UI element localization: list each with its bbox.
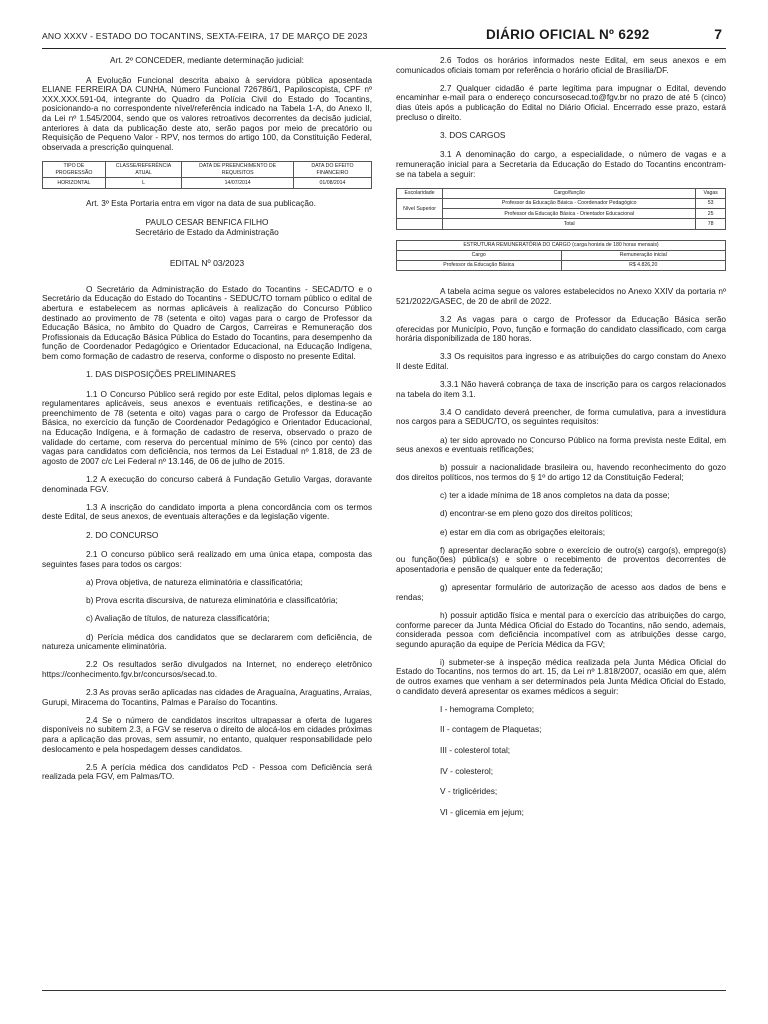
edital-intro: O Secretário da Administração do Estado do Tocantins - SECAD/TO e o Secretário da Educação do Estado do Tocantins - SEDUC/TO tornam público o edital de abertura e estabelecem as normas aplicáveis à realização do Concurso Público destinado ao provimento de 78 (setenta e oito) vagas para o cargo de Professor da Educação Básica, no âmbito do Quadro de Cargos, Carreiras e Remuneração dos Profissionais da Educação Básica Pública do Estado do Tocantins, para desempenho da função de Coordenador Pedagógico e Orientador Educacional, na Educação Indígena, bem como formação de cadastro de reserva, conforme o disposto no presente Edital. (42, 283, 372, 361)
item-2-1-d: d) Perícia médica dos candidatos que se declararem com deficiência, de natureza unicamente eliminatória. (42, 631, 372, 652)
left-column (42, 56, 372, 791)
item-3-4-d: d) encontrar-se em pleno gozo dos direitos políticos; (440, 508, 633, 519)
table-note: A tabela acima segue os valores estabelecidos no Anexo XXIV da portaria nº 521/2022/GASEC, de 20 de abril de 2022. (396, 286, 726, 306)
item-2-1-a: a) Prova objetiva, de natureza eliminatória e classificatória; (86, 576, 303, 587)
table-header-cell: Escolaridade (397, 188, 443, 198)
header-dateline: ANO XXXV - ESTADO DO TOCANTINS, SEXTA-FEIRA, 17 DE MARÇO DE 2023 (42, 31, 368, 41)
item-2-1-c: c) Avaliação de títulos, de natureza classificatória; (86, 613, 270, 624)
item-3-4-f: f) apresentar declaração sobre o exercício de outro(s) cargo(s), emprego(s) ou função(ões) pública(s) e sobre o recebimento de proventos decorrentes de aposentadoria e pensão de qualquer ente da federação; (396, 544, 726, 574)
table-header-cell: CLASSE/REFERÊNCIA ATUAL (105, 161, 182, 177)
table-cell: Professor da Educação Básica - Orientador Educacional (443, 209, 696, 219)
right-column (396, 56, 726, 828)
exam-item: IV - colesterol; (440, 765, 494, 776)
signer-name: PAULO CESAR BENFICA FILHO (145, 216, 269, 227)
item-3-4-g: g) apresentar formulário de autorização de acesso aos dados de bens e rendas; (396, 582, 726, 602)
section-2-heading: 2. DO CONCURSO (86, 529, 159, 540)
table-header-cell: Vagas (696, 188, 726, 198)
exam-item: II - contagem de Plaquetas; (440, 724, 542, 735)
item-1-3: 1.3 A inscrição do candidato importa a plena concordância com os termos deste Edital, de seus anexos, de eventuais alterações e da legislação vigente. (42, 501, 372, 522)
table-cell: 01/08/2014 (293, 178, 371, 189)
item-2-6: 2.6 Todos os horários informados neste Edital, em seus anexos e em comunicados oficiais tomam por referência o horário oficial de Brasília/DF. (396, 55, 726, 75)
exam-item: V - triglicérides; (440, 786, 498, 797)
signer-role: Secretário de Estado da Administração (135, 226, 279, 237)
item-3-2: 3.2 As vagas para o cargo de Professor da Educação Básica serão oferecidas por Município, Povo, função e formação do candidato classificado, com carga horária disponibilizada de 180 horas. (396, 313, 726, 344)
table-total-value: 78 (696, 219, 726, 229)
item-3-3: 3.3 Os requisitos para ingresso e as atribuições do cargo constam do Anexo II deste Edital. (396, 351, 726, 371)
table-header-cell: DATA DE PREENCHIMENTO DE REQUISITOS (182, 161, 294, 177)
table-total-label: Total (443, 219, 696, 229)
section-1-heading: 1. DAS DISPOSIÇÕES PRELIMINARES (86, 369, 236, 380)
item-2-2: 2.2 Os resultados serão divulgados na Internet, no endereço eletrônico https://conhecimento.fgv.br/concursos/secad.to. (42, 659, 372, 679)
table-cell: Professor da Educação Básica - Coordenador Pedagógico (443, 198, 696, 208)
table-header-cell: TIPO DE PROGRESSÃO (43, 161, 106, 177)
progression-table (42, 161, 372, 189)
table-header-cell: Cargo/função (443, 188, 696, 198)
table-cell: L (105, 178, 182, 189)
table-cell: 25 (696, 209, 726, 219)
item-2-7: 2.7 Qualquer cidadão é parte legítima para impugnar o Edital, devendo encaminhar e-mail para o endereço concursosecad.to@fgv.br no prazo de até 5 (cinco) dias úteis após a publicação do Edital no Diário Oficial. Encerrado esse prazo, estará precluso o direito. (396, 82, 726, 122)
item-1-2: 1.2 A execução do concurso caberá à Fundação Getulio Vargas, doravante denominada FGV. (42, 474, 372, 494)
table-cell: 53 (696, 198, 726, 208)
item-3-3-1: 3.3.1 Não haverá cobrança de taxa de inscrição para os cargos relacionados na tabela do item 3.1. (396, 379, 726, 399)
table-cell: R$ 4.826,20 (561, 260, 726, 270)
article-2-heading: Art. 2º CONCEDER, mediante determinação judicial: (110, 55, 304, 65)
table-caption: ESTRUTURA REMUNERATÓRIA DO CARGO (carga horária de 180 horas mensais) (397, 240, 726, 250)
item-3-1: 3.1 A denominação do cargo, a especialidade, o número de vagas e a remuneração inicial para a Secretaria da Educação do Estado do Tocantins encontram-se na tabela a seguir: (396, 149, 726, 179)
edital-title: EDITAL Nº 03/2023 (169, 258, 245, 269)
item-2-1-b: b) Prova escrita discursiva, de natureza eliminatória e classificatória; (86, 595, 338, 606)
footer-rule (42, 990, 726, 991)
table-cell: HORIZONTAL (43, 178, 106, 189)
exam-item: III - colesterol total; (440, 745, 511, 756)
header-title: DIÁRIO OFICIAL Nº 6292 (486, 27, 650, 42)
exam-item: I - hemograma Completo; (440, 703, 535, 714)
table-cell: Professor da Educação Básica (397, 260, 562, 270)
item-2-1: 2.1 O concurso público será realizado em uma única etapa, composta das seguintes fases para todos os cargos: (42, 549, 372, 569)
positions-table (396, 188, 726, 230)
exam-item: VI - glicemia em jejum; (440, 806, 524, 817)
table-header-cell: Remuneração inicial (561, 250, 726, 260)
table-cell: Nível Superior (397, 198, 443, 218)
item-3-4-e: e) estar em dia com as obrigações eleitorais; (440, 526, 606, 537)
item-2-5: 2.5 A perícia médica dos candidatos PcD - Pessoa com Deficiência será realizada pela FGV, em Palmas/TO. (42, 761, 372, 782)
item-2-4: 2.4 Se o número de candidatos inscritos ultrapassar a oferta de lugares disponíveis no subitem 2.3, a FGV se reserva o direito de alocá-los em cidades próximas para a aplicação das provas, sem assumir, no entanto, qualquer responsabilidade pelo deslocamento e pela hospedagem desses candidatos. (42, 714, 372, 754)
article-3: Art. 3º Esta Portaria entra em vigor na data de sua publicação. (86, 198, 316, 209)
item-3-4-b: b) possuir a nacionalidade brasileira ou, havendo reconhecimento do gozo dos direitos políticos, nos termos do § 1º do artigo 12 da Constituição Federal; (396, 462, 726, 483)
item-3-4-h: h) possuir aptidão física e mental para o exercício das atribuições do cargo, conforme parecer da Junta Médica Oficial do Estado do Tocantins, não sendo, ademais, considerada pessoa com deficiência incompatível com as atribuições desse cargo, segundo apuração da equipe de Perícia Médica da FGV; (396, 609, 726, 649)
article-2-body: A Evolução Funcional descrita abaixo à servidora pública aposentada ELIANE FERREIRA DA CUNHA, Número Funcional 726786/1, Papiloscopista, CPF nº XXX.XXX.591-04, integrante do Quadro da Polícia Civil do Estado do Tocantins, posicionando-a no correspondente nível/referência indicado na Tabela 1-A, do Anexo II, da Lei nº 1.545/2004, sendo que os valores retroativos decorrentes da decisão judicial, anteriores à data da publicação deste ato, serão pagos por meio de precatório ou Requisição de Pequeno Valor - RPV, nos termos do artigo 100, da Constituição Federal, observada a prescrição quinquenal. (42, 74, 372, 152)
remuneration-table (396, 240, 726, 272)
table-cell: 14/07/2014 (182, 178, 294, 189)
item-3-4-c: c) ter a idade mínima de 18 anos completos na data da posse; (440, 490, 670, 501)
section-3-heading: 3. DOS CARGOS (440, 129, 506, 140)
item-3-4-i: i) submeter-se à inspeção médica realizada pela Junta Médica Oficial do Estado do Tocantins, nos termos do art. 15, da Lei nº 1.818/2007, ocasião em que, além de outros exames que venham a ser determinados pela Junta Médica Oficial do Estado, o candidato deverá apresentar os exames médicos a seguir: (396, 656, 726, 696)
item-3-4-a: a) ter sido aprovado no Concurso Público na forma prevista neste Edital, em seus anexos e eventuais retificações; (396, 434, 726, 455)
table-header-cell: DATA DO EFEITO FINANCEIRO (293, 161, 371, 177)
item-2-3: 2.3 As provas serão aplicadas nas cidades de Araguaína, Araguatins, Arraias, Gurupi, Miracema do Tocantins, Palmas e Paraíso do Tocantins. (42, 687, 372, 707)
item-1-1: 1.1 O Concurso Público será regido por este Edital, pelos diplomas legais e regulamentares aplicáveis, seus anexos e eventuais retificações, e destina-se ao preenchimento de 78 (setenta e oito) vagas para o cargo de Professor da Educação Básica, no exercício da função de Coordenador Pedagógico e Orientador Educacional, na Educação Indígena, e à formação de cadastro de reserva, observado o prazo de validade do certame, com reserva do percentual mínimo de 5% (cinco por cento) das vagas para candidatos com deficiência, nos termos da Lei Estadual nº 1.818, de 23 de agosto de 2007 c/c Lei Federal nº 13.146, de 06 de julho de 2015. (42, 388, 372, 466)
table-header-cell: Cargo (397, 250, 562, 260)
page-header (42, 26, 726, 49)
page-number: 7 (714, 26, 722, 42)
item-3-4: 3.4 O candidato deverá preencher, de forma cumulativa, para a investidura nos cargos para a SEDUC/TO, os seguintes requisitos: (396, 406, 726, 427)
